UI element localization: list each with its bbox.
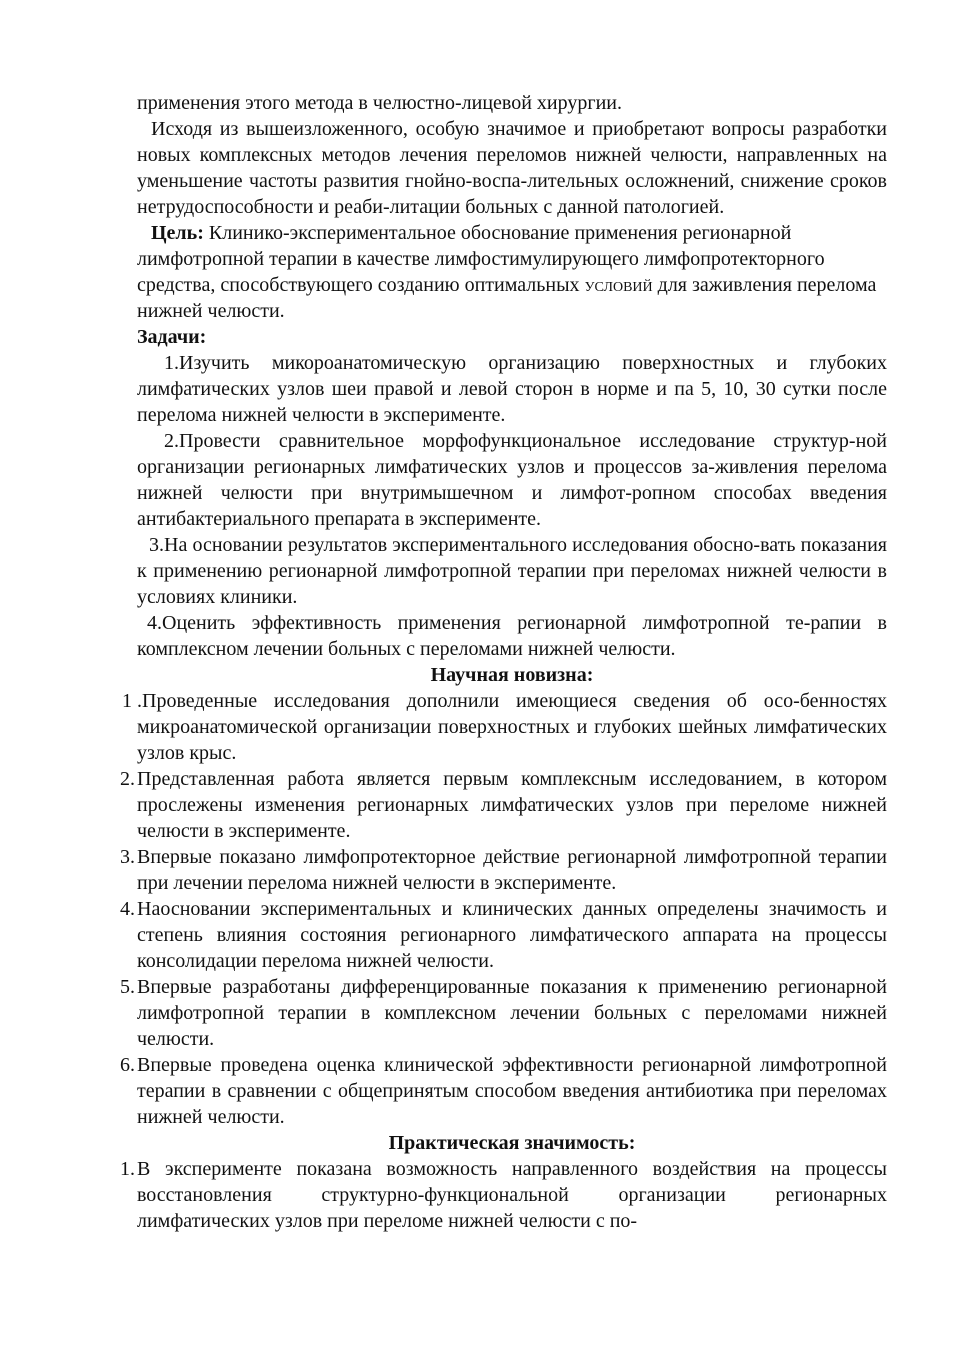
novelty-text-6: Впервые проведена оценка клинической эффективности регионарной лимфотропной терапии в сравнении с общепринятым способом введения антибиотика при переломах нижней челюсти. [137, 1054, 887, 1128]
document-text [120, 90, 887, 1234]
novelty-text-5: Впервые разработаны дифференцированные показания к применению регионарной лимфотропной терапии в комплексном лечении больных с переломами нижней челюсти. [137, 976, 887, 1050]
novelty-number-2: 2. [120, 768, 135, 790]
practical-text-1: В эксперименте показана возможность направленного воздействия на процессы восстановления структурно-функциональной организации регионарных лимфатических узлов при переломе нижней челюсти с по- [137, 1158, 887, 1232]
novelty-item-6 [120, 1052, 887, 1130]
novelty-number-4: 4. [120, 898, 135, 920]
intro-line: применения этого метода в челюстно-лицевой хирургии. [137, 92, 622, 114]
practical-significance-title: Практическая значимость: [388, 1132, 636, 1154]
goal-small-caps-word: условий [584, 274, 653, 296]
novelty-number-5: 5. [120, 976, 135, 998]
goal-text-part-1: Клинико-экспериментальное обоснование применения регионарной лимфотропной терапии в качестве лимфостимулирующего лимфопротекторного средства, способствующего созданию оптимальных [137, 222, 825, 296]
novelty-item-2 [120, 766, 887, 844]
novelty-text-3: Впервые показано лимфопротекторное действие регионарной лимфотропной терапии при лечении перелома нижней челюсти в эксперименте. [137, 846, 887, 894]
novelty-item-3 [120, 844, 887, 896]
novelty-text-2: Представленная работа является первым комплексным исследованием, в котором прослежены изменения регионарных лимфатических узлов при переломе нижней челюсти в эксперименте. [137, 768, 887, 842]
task-item-1: 1.Изучить микороанатомическую организацию поверхностных и глубоких лимфатических узлов шеи правой и левой сторон в норме и па 5, 10, 30 сутки после перелома нижней челюсти в эксперименте. [137, 352, 887, 426]
task-item-2: 2.Провести сравнительное морфофункциональное исследование структур-ной организации регионарных лимфатических узлов и процессов за-живления перелома нижней челюсти при внутримышечном и лимфот-ропном способах введения антибактериального препарата в эксперименте. [137, 430, 887, 530]
novelty-number-1: 1 [122, 690, 132, 712]
novelty-text-1: .Проведенные исследования дополнили имеющиеся сведения об осо-бенностях микроанатомической организации поверхностных и глубоких шейных лимфатических узлов крыс. [137, 690, 887, 764]
novelty-item-1 [122, 688, 887, 766]
practical-number-1: 1. [120, 1158, 135, 1180]
goal-paragraph [137, 220, 887, 324]
novelty-item-5 [120, 974, 887, 1052]
novelty-title: Научная новизна: [430, 664, 594, 686]
novelty-item-4 [120, 896, 887, 974]
novelty-text-4: Наосновании экспериментальных и клинических данных определены значимость и степень влияния состояния регионарного лимфатического аппарата на процессы консолидации перелома нижней челюсти. [137, 898, 887, 972]
goal-label: Цель: [151, 222, 204, 244]
novelty-number-3: 3. [120, 846, 135, 868]
practical-item-1 [120, 1156, 887, 1234]
goal-text-part-2: для заживления перелома нижней челюсти. [137, 274, 877, 322]
tasks-title: Задачи: [137, 326, 207, 348]
task-item-3: 3.На основании результатов экспериментального исследования обосно-вать показания к применению регионарной лимфотропной терапии при переломах нижней челюсти в условиях клиники. [137, 534, 887, 608]
relevance-paragraph: Исходя из вышеизложенного, особую значимое и приобретают вопросы разработки новых комплексных методов лечения переломов нижней челюсти, направленных на уменьшение частоты развития гнойно-воспа-лительных осложнений, снижение сроков нетрудоспособности и реаби-литации больных с данной патологией. [137, 118, 887, 218]
task-item-4: 4.Оценить эффективность применения регионарной лимфотропной те-рапии в комплексном лечении больных с переломами нижней челюсти. [137, 612, 887, 660]
novelty-number-6: 6. [120, 1054, 135, 1076]
